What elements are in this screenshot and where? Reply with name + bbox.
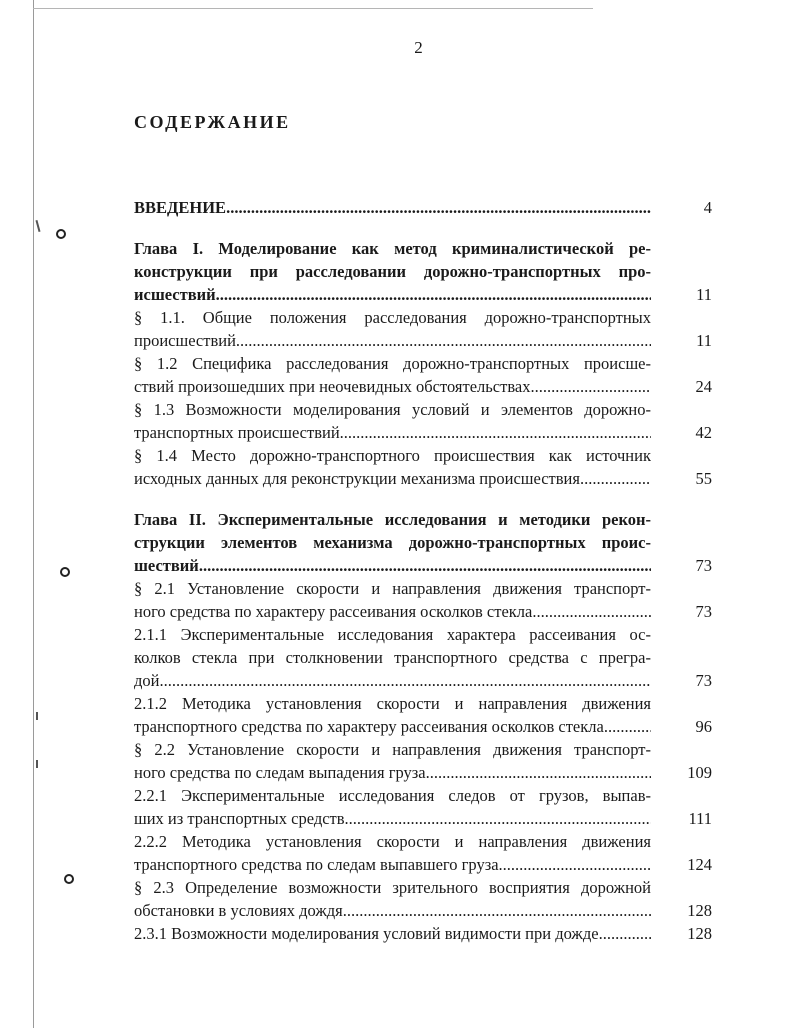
dot-leader xyxy=(426,761,651,784)
toc-entry-line: 2.2.1 Экспериментальные исследования следов от грузов, выпав- xyxy=(134,786,651,805)
dot-leader xyxy=(226,196,651,219)
toc-entry[interactable] xyxy=(134,784,712,830)
toc-entry-line xyxy=(134,669,651,692)
dot-leader xyxy=(216,283,651,306)
toc-entry-text xyxy=(134,623,651,692)
toc-entry-line-text: шествий xyxy=(134,556,199,575)
dot-leader xyxy=(532,600,651,623)
toc-page-number: 111 xyxy=(688,809,712,828)
toc-entry-line xyxy=(134,807,651,830)
toc-entry[interactable] xyxy=(134,577,712,623)
toc-chapter-entry[interactable] xyxy=(134,508,712,577)
toc-entry-line xyxy=(134,715,651,738)
toc-page-number: 96 xyxy=(695,717,712,736)
toc-entry-text xyxy=(134,830,651,876)
toc-entry-text xyxy=(134,444,651,490)
toc-entry-line-text: ВВЕДЕНИЕ xyxy=(134,198,227,217)
toc-entry-line xyxy=(134,554,651,577)
toc-entry-text xyxy=(134,738,651,784)
toc-entry-text xyxy=(134,784,651,830)
toc-entry[interactable] xyxy=(134,444,712,490)
toc-entry-line: § 1.4 Место дорожно-транспортного происшествия как источник xyxy=(134,446,651,465)
toc-entry-line-text: ного средства по характеру рассеивания осколков стекла xyxy=(134,602,533,621)
toc-entry-line xyxy=(134,283,651,306)
toc-entry[interactable] xyxy=(134,738,712,784)
toc-title: СОДЕРЖАНИЕ xyxy=(134,112,291,132)
toc-entry-line-text: 2.3.1 Возможности моделирования условий видимости при дожде xyxy=(134,924,599,943)
scan-speck xyxy=(36,760,38,768)
toc-entry[interactable] xyxy=(134,623,712,692)
toc-page-number: 73 xyxy=(695,671,712,690)
dot-leader xyxy=(604,715,651,738)
toc-entry-line: § 2.3 Определение возможности зрительного восприятия дорожной xyxy=(134,878,651,897)
toc-entry-line: 2.1.2 Методика установления скорости и направления движения xyxy=(134,694,651,713)
toc-page-number: 124 xyxy=(687,855,712,874)
toc-page-number: 11 xyxy=(696,285,712,304)
scan-top-line xyxy=(33,8,593,9)
punch-hole-mark xyxy=(60,567,70,577)
dot-leader xyxy=(499,853,651,876)
toc-entry-line xyxy=(134,600,651,623)
toc-entry-line: § 1.1. Общие положения расследования дорожно-транспортных xyxy=(134,308,651,327)
toc-entry-line xyxy=(134,853,651,876)
table-of-contents xyxy=(134,196,712,945)
toc-entry-line-text: ствий произошедших при неочевидных обстоятельствах xyxy=(134,377,531,396)
toc-page-number: 128 xyxy=(687,901,712,920)
toc-entry-text xyxy=(134,306,651,352)
dot-leader xyxy=(340,421,651,444)
toc-entry-line-text: происшествий xyxy=(134,331,236,350)
toc-entry[interactable] xyxy=(134,398,712,444)
toc-chapter-entry[interactable] xyxy=(134,237,712,306)
toc-entry-line-text: транспортного средства по характеру рассеивания осколков стекла xyxy=(134,717,604,736)
toc-entry-line: § 2.1 Установление скорости и направления движения транспорт- xyxy=(134,579,651,598)
scan-speck xyxy=(35,220,40,232)
toc-entry-line: § 1.2 Специфика расследования дорожно-транспортных происше- xyxy=(134,354,651,373)
punch-hole-mark xyxy=(56,229,66,239)
toc-entry-line-text: обстановки в условиях дождя xyxy=(134,901,343,920)
dot-leader xyxy=(599,922,651,945)
toc-gap xyxy=(134,219,712,237)
toc-entry-line: 2.2.2 Методика установления скорости и направления движения xyxy=(134,832,651,851)
toc-entry-line: конструкции при расследовании дорожно-транспортных про- xyxy=(134,262,651,281)
toc-entry[interactable] xyxy=(134,922,712,945)
toc-entry-text xyxy=(134,876,651,922)
toc-entry-line-text: исходных данных для реконструкции механизма происшествия xyxy=(134,469,580,488)
toc-page-number: 24 xyxy=(695,377,712,396)
toc-entry-text xyxy=(134,196,651,219)
toc-entry-line: струкции элементов механизма дорожно-транспортных проис- xyxy=(134,533,651,552)
scan-speck xyxy=(36,712,38,720)
toc-entry-line-text: исшествий xyxy=(134,285,216,304)
toc-gap xyxy=(134,490,712,508)
toc-entry-line: § 2.2 Установление скорости и направления движения транспорт- xyxy=(134,740,651,759)
toc-entry-line-text: дой xyxy=(134,671,160,690)
toc-entry-text xyxy=(134,922,651,945)
toc-entry-line xyxy=(134,467,651,490)
toc-page-number: 128 xyxy=(687,924,712,943)
toc-page-number: 73 xyxy=(695,602,712,621)
toc-entry[interactable] xyxy=(134,306,712,352)
toc-page-number: 42 xyxy=(695,423,712,442)
toc-entry-line xyxy=(134,922,651,945)
toc-page-number: 55 xyxy=(695,469,712,488)
toc-entry-line-text: ших из транспортных средств xyxy=(134,809,345,828)
dot-leader xyxy=(236,329,651,352)
toc-entry[interactable] xyxy=(134,352,712,398)
toc-entry-text xyxy=(134,398,651,444)
toc-page-number: 109 xyxy=(687,763,712,782)
toc-page-number: 73 xyxy=(695,556,712,575)
toc-entry-line: § 1.3 Возможности моделирования условий и элементов дорожно- xyxy=(134,400,651,419)
toc-entry-text xyxy=(134,237,651,306)
toc-entry-line xyxy=(134,761,651,784)
toc-entry-line: колков стекла при столкновении транспортного средства с прегра- xyxy=(134,648,651,667)
dot-leader xyxy=(345,807,651,830)
dot-leader xyxy=(199,554,651,577)
toc-entry-line xyxy=(134,329,651,352)
toc-entry-line: Глава II. Экспериментальные исследования и методики рекон- xyxy=(134,510,651,529)
toc-entry-text xyxy=(134,577,651,623)
toc-entry-line-text: ного средства по следам выпадения груза xyxy=(134,763,426,782)
toc-entry-text xyxy=(134,692,651,738)
toc-entry[interactable] xyxy=(134,876,712,922)
toc-page-number: 11 xyxy=(696,331,712,350)
toc-entry-text xyxy=(134,508,651,577)
dot-leader xyxy=(343,899,651,922)
toc-entry-line xyxy=(134,375,651,398)
dot-leader xyxy=(530,375,651,398)
toc-entry-text xyxy=(134,352,651,398)
toc-entry-line: 2.1.1 Экспериментальные исследования характера рассеивания ос- xyxy=(134,625,651,644)
toc-entry-line-text: транспортного средства по следам выпавшего груза xyxy=(134,855,499,874)
toc-entry-line xyxy=(134,421,651,444)
toc-entry-line xyxy=(134,196,651,219)
toc-entry[interactable] xyxy=(134,692,712,738)
scan-edge-line xyxy=(33,0,34,1028)
toc-entry-line: Глава I. Моделирование как метод криминалистической ре- xyxy=(134,239,651,258)
toc-chapter-entry[interactable] xyxy=(134,196,712,219)
toc-entry-line xyxy=(134,899,651,922)
dot-leader xyxy=(159,669,651,692)
punch-hole-mark xyxy=(64,874,74,884)
page-number: 2 xyxy=(414,38,423,57)
dot-leader xyxy=(580,467,651,490)
toc-page-number: 4 xyxy=(703,198,712,217)
toc-entry-line-text: транспортных происшествий xyxy=(134,423,340,442)
toc-entry[interactable] xyxy=(134,830,712,876)
